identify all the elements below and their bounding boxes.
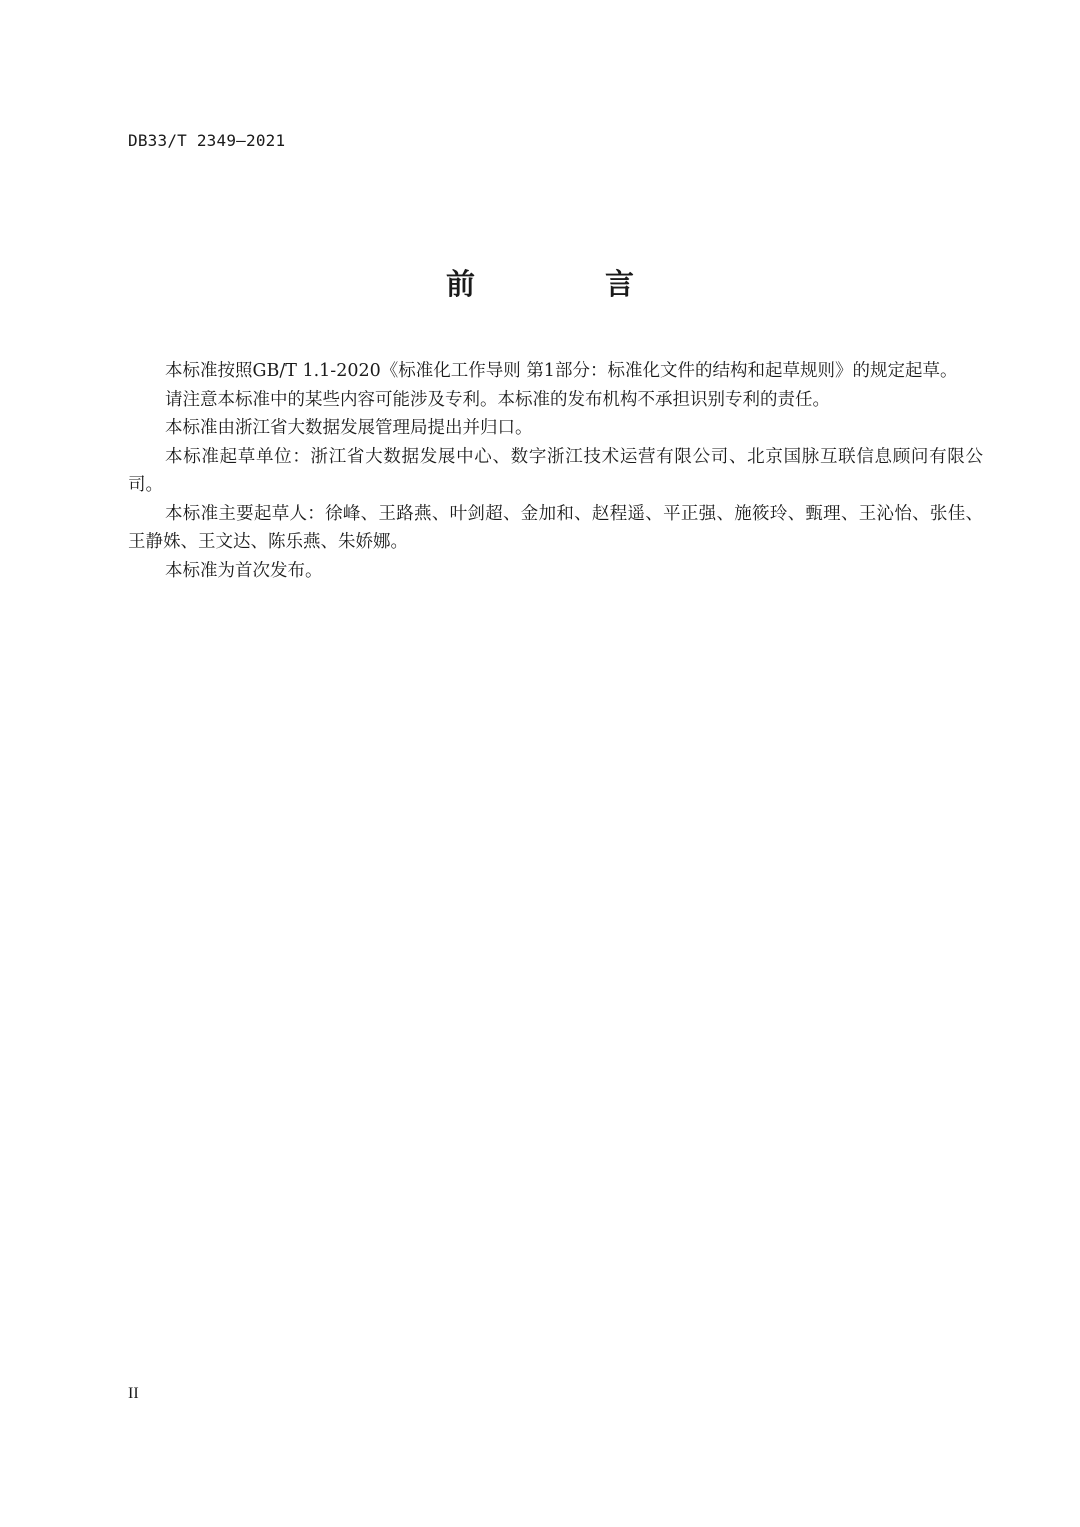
paragraph-drafting-units: 本标准起草单位：浙江省大数据发展中心、数字浙江技术运营有限公司、北京国脉互联信息顾问有限公司。 (128, 446, 983, 495)
paragraph-proposer: 本标准由浙江省大数据发展管理局提出并归口。 (165, 418, 533, 438)
page-title: 前 言 (445, 267, 695, 301)
paragraph-patent-notice: 请注意本标准中的某些内容可能涉及专利。本标准的发布机构不承担识别专利的责任。 (165, 389, 830, 410)
standard-code-header: DB33/T 2349—2021 (128, 131, 286, 150)
paragraph-drafting-rules: 本标准按照GB/T 1.1-2020《标准化工作导则 第1部分：标准化文件的结构和起草规则》的规定起草。 (165, 361, 958, 381)
paragraph-first-release: 本标准为首次发布。 (165, 560, 323, 581)
foreword-body (128, 357, 983, 585)
page-number: II (128, 1385, 139, 1402)
paragraph-drafters: 本标准主要起草人：徐峰、王路燕、叶剑超、金加和、赵程遥、平正强、施筱玲、甄理、王沁怡、张佳、王静姝、王文达、陈乐燕、朱娇娜。 (128, 503, 983, 552)
